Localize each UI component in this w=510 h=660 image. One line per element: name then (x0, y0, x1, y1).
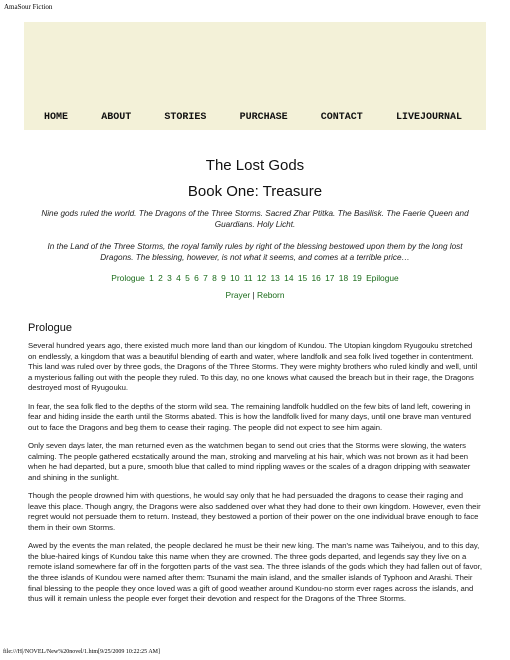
story-paragraph: In fear, the sea folk fled to the depths of the storm wild sea. The remaining landfolk huddled on the few bits of land left, cowering in fear and hiding inside the earth until the Storms abated. This is how the landfolk lived for many days, until one brave man ventured out to face the Dragons and beg them to cease their raging. The people did not expect to see him again. (28, 401, 471, 432)
extra-links (28, 290, 482, 300)
nav-contact[interactable]: CONTACT (320, 112, 363, 123)
story-paragraph: Only seven days later, the man returned even as the watchmen began to send out cries that the Storms were slowing, the waters calming. The people gathered ecstatically around the man, stroking and marveling at his hair, which was not brown as it had been when he had departed, but a pure, smooth blue that called to mind rippling waves or the scales of a dragon dripping with seawater and shining in the sunlight. (28, 441, 471, 482)
prayer-link[interactable]: Prayer (225, 290, 251, 300)
story-paragraph: Awed by the events the man related, the people declared he must be their new king. The man's name was Taiheiyou, and to this day, the blue-haired kings of Kundou take this name when they are crowned. The three gods departed, and legends say they live on a remote island somewhere far off in the forgotten parts of the vast sea. The three islands of the gods which they had fallen out of favor, the three islands of Kundou were named after them: Tsunami the main island, and the smaller islands of Typhoon and Arashi. Their final blessing to the people they once loved was a gift of good weather around Kundou-no storm ever rages across the islands, and thus will it remain unless the people ever forget their devotion and respect for the Dragons of the Three Storms. (28, 541, 482, 604)
chapter-link-16[interactable]: 16 (311, 273, 321, 283)
chapter-link-9[interactable]: 9 (221, 273, 226, 283)
chapter-link-10[interactable]: 10 (230, 273, 240, 283)
nav-purchase[interactable]: PURCHASE (239, 112, 288, 123)
nav-home[interactable]: HOME (44, 112, 69, 123)
book-title: Book One: Treasure (187, 183, 323, 200)
reborn-link[interactable]: Reborn (257, 290, 285, 300)
main-content (28, 150, 482, 613)
chapter-link-11[interactable]: 11 (243, 273, 253, 283)
chapter-link-12[interactable]: 12 (256, 273, 267, 283)
site-banner (24, 22, 486, 130)
chapter-link-2[interactable]: 2 (158, 273, 163, 283)
intro-blurb: Nine gods ruled the world. The Dragons of the Three Storms. Sacred Zhar Ptitka. The Basilisk. The Faerie Queen and Guardians. Holy Licht. (41, 209, 469, 229)
chapter-link-7[interactable]: 7 (203, 273, 208, 283)
chapter-link-6[interactable]: 6 (194, 273, 199, 283)
chapter-link-5[interactable]: 5 (185, 273, 190, 283)
chapter-link-3[interactable]: 3 (167, 273, 172, 283)
section-heading: Prologue (28, 322, 73, 334)
story-paragraph: Though the people drowned him with questions, he would say only that he had persuaded the dragons to cease their raging and leave this place. Though angry, the Dragons were also saddened over what they had done to their own kingdom. However, even their regret would not persuade them to return. Instead, they bestowed a portion of their power on the one individual brave enough to face them in their own Storms. (28, 491, 481, 532)
chapter-link-18[interactable]: 18 (338, 273, 349, 283)
chapter-link-19[interactable]: 19 (352, 273, 362, 283)
nav-about[interactable]: ABOUT (101, 112, 132, 123)
chapter-link-epilogue[interactable]: Epilogue (366, 273, 399, 283)
story-title: The Lost Gods (205, 157, 305, 174)
intro-summary: In the Land of the Three Storms, the royal family rules by right of the blessing bestowed upon them by the long lost Dragons. The blessing, however, is not what it seems, and comes at a terrible price… (47, 242, 463, 262)
nav-stories[interactable]: STORIES (164, 112, 207, 123)
nav-livejournal[interactable]: LIVEJOURNAL (395, 112, 462, 123)
chapter-link-17[interactable]: 17 (325, 273, 335, 283)
main-navigation (24, 112, 486, 124)
file-path-footer: file:///H|/NOVEL/New%20novel/1.htm[9/25/2009 10:22:25 AM] (3, 649, 161, 655)
chapter-link-4[interactable]: 4 (176, 273, 181, 283)
chapter-link-15[interactable]: 15 (297, 273, 308, 283)
page-header-title: AmaSour Fiction (4, 3, 53, 11)
chapter-links (28, 273, 482, 283)
chapter-link-13[interactable]: 13 (270, 273, 280, 283)
chapter-link-prologue[interactable]: Prologue (111, 273, 145, 283)
chapter-link-14[interactable]: 14 (284, 273, 294, 283)
story-paragraph: Several hundred years ago, there existed much more land than our kingdom of Kundou. The Utopian kingdom Ryugouku stretched on endlessly, a kingdom that was a beautiful blending of earth and water, where landfolk and sea folk lived together in contentment. This land was ruled over by three gods, the Dragons of the Three Storms. They were mighty brothers who ruled kindly and well, until a mysterious falling out with the people they ruled. To this day, no one knows what caused the breach but in their rage, the Dragons destroyed most of Ryugouku. (28, 341, 478, 393)
chapter-link-8[interactable]: 8 (212, 273, 217, 283)
chapter-link-1[interactable]: 1 (149, 273, 154, 283)
link-separator: | (252, 290, 255, 300)
